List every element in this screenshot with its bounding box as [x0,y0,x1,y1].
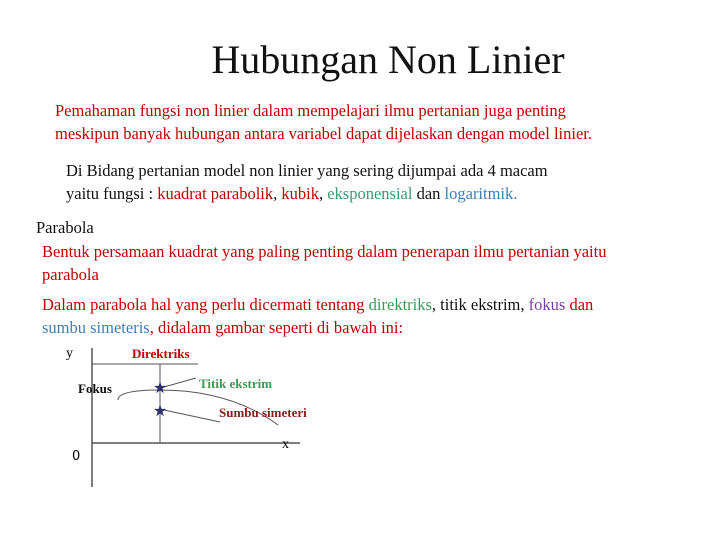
separator: , [318,184,328,203]
intro-line-2: meskipun banyak hubungan antara variabel dapat dijelaskan dengan model linier. [55,124,592,143]
fokus-label: Fokus [78,381,112,396]
parabola-line-2: parabola [42,265,99,284]
model-type-eksponensial: eksponensial [327,184,413,203]
term-direktriks: direktriks [368,295,432,314]
separator: , [273,184,282,203]
x-axis-label: x [282,437,289,452]
y-axis-label: y [66,346,73,361]
model-type-logaritmik: logaritmik. [444,184,518,203]
titik-ekstrim-label: Titik ekstrim [199,376,273,391]
model-type-kuadrat: kuadrat parabolik [157,184,274,203]
elements-text: dan [565,295,594,314]
intro-line-1: Pemahaman fungsi non linier dalam mempelajari ilmu pertanian juga penting [55,101,566,120]
elements-text: , didalam gambar seperti di bawah ini: [149,318,404,337]
extreme-point-star-icon: ★ [152,380,168,397]
sumbu-simeteri-label: Sumbu simeteri [219,405,307,420]
separator: dan [412,184,445,203]
sumbu-pointer-line [164,410,220,422]
focus-point-star-icon: ★ [152,403,168,420]
model-type-kubik: kubik [281,184,319,203]
ekstrim-pointer-line [164,378,196,387]
term-fokus: fokus [528,295,566,314]
model-types-prefix: yaitu fungsi : [66,184,158,203]
parabola-line-1: Bentuk persamaan kuadrat yang paling penting dalam penerapan ilmu pertanian yaitu [42,242,607,261]
elements-text: Dalam parabola hal yang perlu dicermati tentang [42,295,369,314]
term-titik-ekstrim: , titik ekstrim, [431,295,529,314]
direktriks-label: Direktriks [132,346,190,361]
term-sumbu-simeteris: sumbu simeteris [42,318,150,337]
origin-label: 0 [72,449,81,464]
model-types-line-1: Di Bidang pertanian model non linier yang sering dijumpai ada 4 macam [66,161,548,180]
slide-title: Hubungan Non Linier [211,37,565,82]
section-heading-parabola: Parabola [36,218,94,237]
